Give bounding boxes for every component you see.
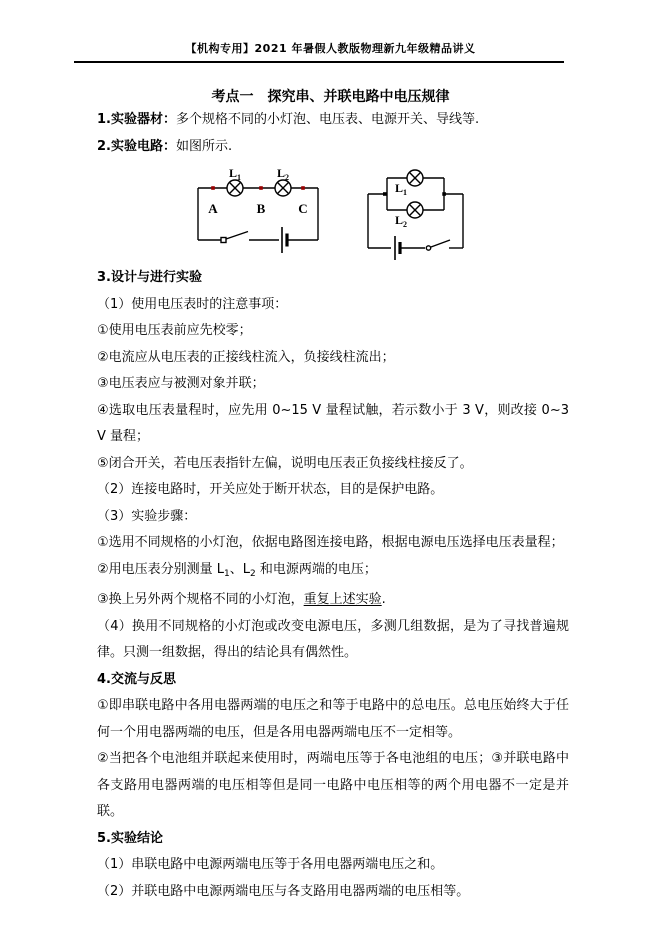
connect-note: （2）连接电路时，开关应处于断开状态，目的是保护电路。 (97, 482, 444, 497)
parallel-lamp1-label: $L_1$ (395, 181, 408, 197)
page-header: 【机构专用】2021 年暑假人教版物理新九年级精品讲义 (185, 42, 476, 55)
circuit-line (97, 134, 569, 161)
junction-dot-right (442, 192, 446, 196)
note-4: ④选取电压表量程时，应先用 0~15 V 量程试触，若示数小于 3 V，则改接 0~3 V 量程； (97, 402, 569, 444)
step-4: （4）换用不同规格的小灯泡或改变电源电压，多测几组数据，是为了寻找普遍规律。只测一组数据，得出的结论具有偶然性。 (97, 618, 569, 660)
materials-label: 1.实验器材： (97, 112, 176, 127)
circuit-diagrams-svg (97, 160, 569, 265)
series-lamp2-label: $L_2$ (277, 166, 290, 182)
notes-intro: （1）使用电压表时的注意事项： (97, 296, 288, 312)
point-c-label: C (298, 201, 308, 216)
materials-line (97, 107, 569, 134)
point-a-label: A (208, 201, 218, 216)
note-1: ①使用电压表前应先校零； (97, 323, 252, 338)
note-2: ②电流应从电压表的正接线柱流入，负接线柱流出； (97, 349, 395, 365)
step-2 (97, 557, 569, 588)
step-3-period: . (381, 592, 386, 607)
circuit-label: 2.实验电路： (97, 138, 176, 154)
reflection-heading: 4.交流与反思 (97, 671, 176, 687)
materials-text: 多个规格不同的小灯泡、电压表、电源开关、导线等. (175, 112, 480, 127)
header-divider (74, 61, 564, 63)
note-5: ⑤闭合开关，若电压表指针左偏，说明电压表正负接线柱接反了。 (97, 455, 473, 471)
step-1: ①选用不同规格的小灯泡，依据电路图连接电路，根据电源电压选择电压表量程； (97, 535, 564, 550)
parallel-circuit-diagram (368, 170, 463, 260)
step-2-sub2: 2 (250, 568, 256, 579)
point-b-label: B (256, 201, 266, 216)
switch-icon-series (221, 238, 226, 243)
parallel-lamp2-label: $L_2$ (395, 213, 408, 229)
conclusion-heading: 5.实验结论 (97, 830, 163, 846)
reflection-point-1: ①即串联电路中各用电器两端的电压之和等于电路中的总电压。总电压始终大于任何一个用电器两端的电压，但是各用电器两端电压不一定相等。 (97, 698, 569, 740)
step-2-text2: 、L (229, 561, 251, 577)
conclusion-item-1: （1）串联电路中电源两端电压等于各用电器两端电压之和。 (97, 857, 444, 872)
terminal-dot-b (259, 186, 263, 190)
terminal-dot-a (211, 186, 215, 190)
reflection-point-2: ②当把各个电池组并联起来使用时，两端电压等于各电池组的电压；③并联电路中各支路用电器两端的电压相等但是同一电路中电压相等的两个用电器不一定是并联。 (97, 751, 569, 819)
page-title: 考点一 探究串、并联电路中电压规律 (211, 89, 450, 105)
step-3-text: ③换上另外两个规格不同的小灯泡， (97, 592, 304, 607)
conclusion-item-2: （2）并联电路中电源两端电压与各支路用电器两端的电压相等。 (97, 883, 470, 899)
steps-intro: （3）实验步骤： (97, 508, 197, 524)
step-2-text: ②用电压表分别测量 L (97, 561, 225, 577)
junction-dot-left (383, 192, 387, 196)
step-3 (97, 587, 569, 614)
series-circuit-diagram (198, 180, 318, 253)
note-3: ③电压表应与被测对象并联； (97, 376, 265, 391)
step-3-underlined-text: 重复上述实验 (303, 592, 382, 607)
circuit-figure (97, 160, 569, 265)
series-lamp1-label: $L_1$ (229, 166, 242, 182)
document-body (97, 107, 569, 905)
step-2-sub1: 1 (224, 568, 230, 579)
parallel-junction-dots (383, 192, 446, 196)
terminal-dot-c (301, 186, 305, 190)
switch-icon-parallel (426, 246, 430, 250)
step-2-text3: 和电源两端的电压； (255, 561, 377, 577)
design-heading: 3.设计与进行实验 (97, 270, 202, 285)
circuit-text: 如图所示. (175, 138, 233, 154)
